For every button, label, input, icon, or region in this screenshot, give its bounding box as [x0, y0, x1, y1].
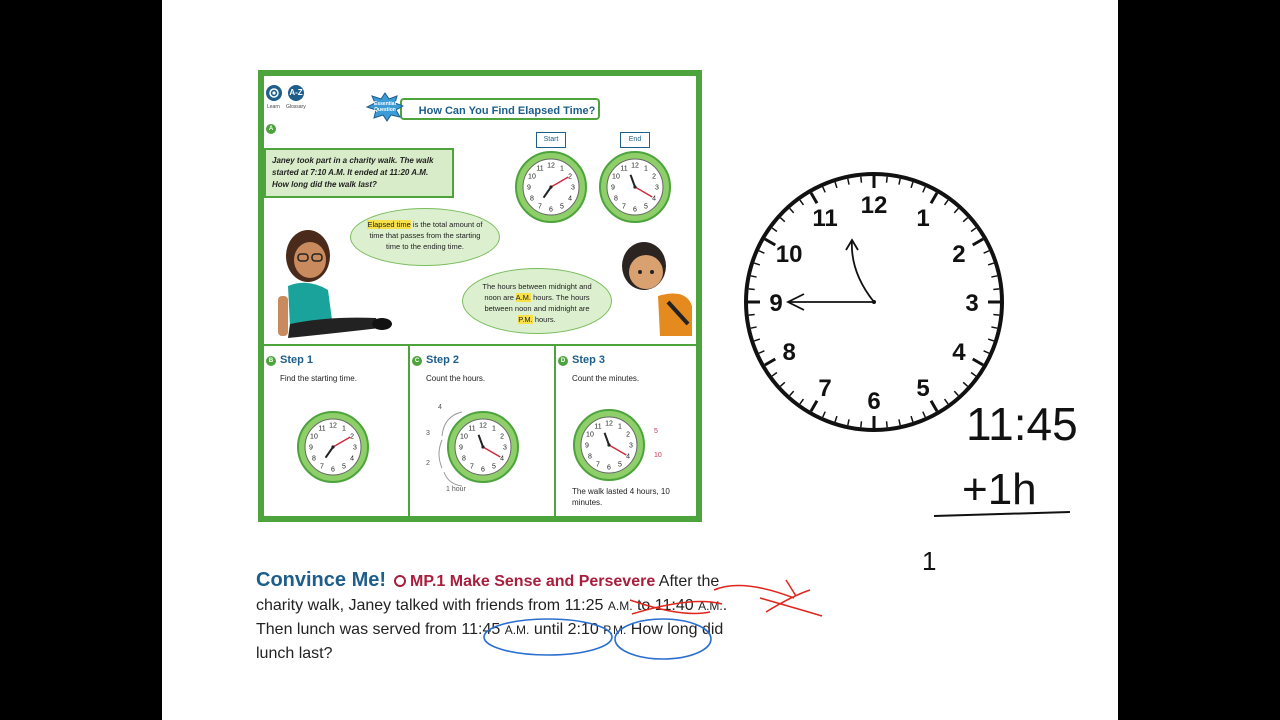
- clock-number: 1: [492, 425, 496, 433]
- step-2-panel: [410, 344, 554, 516]
- clock-tick: [861, 177, 862, 183]
- clock-tick: [749, 315, 755, 316]
- clock-number: 9: [527, 184, 531, 192]
- pm-highlight: P.M.: [518, 315, 533, 324]
- clock-number: 8: [529, 195, 534, 203]
- end-label: End: [620, 132, 650, 148]
- step-1-clock: [296, 410, 370, 484]
- clock-number: 7: [470, 463, 474, 471]
- step-3-panel: [556, 344, 696, 516]
- clock-number: 1: [644, 165, 648, 173]
- math-practice-label: MP.1 Make Sense and Persevere: [410, 573, 656, 590]
- question-line-3a: Then lunch was served from 11:45: [256, 621, 505, 638]
- clock-number: 2: [568, 173, 573, 181]
- clock-number: 3: [629, 442, 633, 450]
- question-line-2a: charity walk, Janey talked with friends from 11:25: [256, 597, 608, 614]
- step-3-title: Step 3: [572, 354, 606, 366]
- clock-number: 6: [549, 206, 553, 214]
- clock-number: 2: [350, 433, 355, 441]
- clock-number: 3: [353, 444, 357, 452]
- clock-number: 9: [309, 444, 313, 452]
- step-3-result: The walk lasted 4 hours, 10 minutes.: [572, 487, 670, 507]
- start-clock: [514, 150, 588, 224]
- elapsed-time-term: Elapsed time: [367, 220, 411, 229]
- step-1-panel: [264, 344, 408, 516]
- glossary-caption: Glossary: [286, 104, 306, 110]
- question-line-3c: How long did: [626, 621, 724, 638]
- elapsed-time-definition: is the total amount of time that passes from the starting time to the ending time.: [369, 220, 483, 251]
- end-clock: [598, 150, 672, 224]
- handwritten-result: 1: [922, 546, 937, 576]
- clock-number: 1: [560, 165, 564, 173]
- clock-number: 10: [460, 433, 468, 441]
- step-3-clock: [572, 408, 646, 482]
- clock-number: 10: [775, 241, 803, 268]
- clock-number: 2: [652, 173, 657, 181]
- clock-tick: [887, 177, 888, 183]
- clock-number: 9: [611, 184, 615, 192]
- essential-question-badge: [366, 92, 404, 122]
- clock-number: 11: [620, 165, 628, 173]
- step-1-title: Step 1: [280, 354, 314, 366]
- elapsed-time-definition-bubble: [350, 208, 500, 266]
- clock-number: 9: [585, 442, 589, 450]
- clock-number: 11: [536, 165, 544, 173]
- clock-number: 6: [331, 466, 335, 474]
- clock-number: 6: [607, 464, 611, 472]
- clock-number: 8: [587, 453, 592, 461]
- section-letter-c: C: [412, 356, 422, 366]
- clock-number: 9: [769, 290, 783, 317]
- hour-count-3: 3: [426, 430, 430, 437]
- clock-number: 6: [867, 388, 881, 415]
- clock-number: 5: [618, 461, 622, 469]
- am-label-3: A.M.: [504, 623, 530, 637]
- clock-tick: [887, 421, 888, 427]
- question-line-2c: .: [722, 597, 728, 614]
- clock-number: 5: [644, 203, 648, 211]
- clock-number: 5: [342, 463, 346, 471]
- clock-number: 8: [782, 339, 796, 366]
- clock-number: 6: [481, 466, 485, 474]
- boy-character-illustration: [608, 236, 696, 336]
- clock-number: 8: [613, 195, 618, 203]
- clock-number: 4: [652, 195, 657, 203]
- convince-me-question: [256, 568, 856, 666]
- clock-number: 1: [342, 425, 346, 433]
- clock-number: 4: [952, 339, 966, 366]
- clock-number: 2: [500, 433, 505, 441]
- clock-number: 7: [622, 203, 626, 211]
- pm-label-1: P.M.: [603, 623, 627, 637]
- lesson-title: How Can You Find Elapsed Time?: [400, 98, 600, 120]
- section-letter-a: A: [266, 124, 276, 134]
- question-line-3b: until 2:10: [529, 621, 604, 638]
- handwritten-add: +1h: [962, 465, 1037, 514]
- start-label: Start: [536, 132, 566, 148]
- question-line-1: After the: [655, 573, 720, 590]
- clock-number: 12: [631, 162, 639, 170]
- clock-tick: [749, 289, 755, 290]
- clock-number: 3: [965, 290, 979, 317]
- clock-number: 12: [860, 192, 888, 219]
- lesson-panel: [258, 70, 702, 522]
- step-2-title: Step 2: [426, 354, 460, 366]
- clock-number: 3: [503, 444, 507, 452]
- clock-number: 10: [528, 173, 536, 181]
- hour-count-2: 2: [426, 460, 430, 467]
- clock-number: 11: [812, 205, 838, 233]
- problem-text: Janey took part in a charity walk. The walk started at 7:10 A.M. It ended at 11:20 A.M. How long did the walk last?: [264, 148, 454, 198]
- lesson-panel-inner: [264, 76, 696, 516]
- clock-number: 5: [492, 463, 496, 471]
- clock-number: 11: [468, 425, 476, 433]
- clock-number: 7: [818, 374, 832, 402]
- minute-count-10: 10: [654, 452, 662, 459]
- clock-number: 4: [568, 195, 573, 203]
- am-pm-text-1: The hours between midnight and noon are: [482, 282, 592, 302]
- math-practice-icon: [394, 575, 406, 587]
- glossary-icon: A-Z: [289, 88, 303, 97]
- clock-tick: [993, 289, 999, 290]
- eye-icon: [266, 85, 282, 101]
- glossary-button[interactable]: [288, 85, 304, 101]
- am-highlight: A.M.: [515, 293, 532, 302]
- section-letter-d: D: [558, 356, 568, 366]
- clock-number: 4: [626, 453, 631, 461]
- clock-number: 7: [538, 203, 542, 211]
- step-2-clock: [446, 410, 520, 484]
- hour-count-4: 4: [438, 404, 442, 411]
- whiteboard-page: [162, 0, 1118, 720]
- clock-tick: [861, 421, 862, 427]
- clock-number: 5: [560, 203, 564, 211]
- clock-number: 11: [318, 425, 326, 433]
- am-label-2: A.M.: [698, 599, 723, 613]
- learn-button[interactable]: [266, 85, 282, 101]
- section-letter-b: B: [266, 356, 276, 366]
- clock-number: 3: [571, 184, 575, 192]
- clock-number: 11: [594, 423, 602, 431]
- clock-number: 12: [479, 422, 487, 430]
- one-hour-note: 1 hour: [446, 486, 466, 493]
- minute-count-5: 5: [654, 428, 658, 435]
- question-line-2b: to 11:40: [632, 597, 699, 614]
- clock-number: 9: [459, 444, 463, 452]
- learn-caption: Learn: [267, 104, 280, 110]
- clock-number: 12: [329, 422, 337, 430]
- step-1-text: Find the starting time.: [280, 374, 357, 383]
- clock-number: 4: [350, 455, 355, 463]
- clock-number: 10: [586, 431, 594, 439]
- handwritten-calculation: [922, 380, 1102, 580]
- convince-me-heading: Convince Me!: [256, 569, 387, 591]
- clock-number: 10: [612, 173, 620, 181]
- am-pm-text-2: hours. The hours between noon and midnight are: [484, 293, 590, 313]
- question-line-4: lunch last?: [256, 645, 333, 662]
- clock-number: 4: [500, 455, 505, 463]
- clock-tick: [993, 315, 999, 316]
- step-3-text: Count the minutes.: [572, 374, 640, 383]
- clock-number: 7: [320, 463, 324, 471]
- badge-text-2: Question: [374, 107, 396, 113]
- clock-number: 8: [461, 455, 466, 463]
- clock-number: 3: [655, 184, 659, 192]
- clock-number: 7: [596, 461, 600, 469]
- am-pm-explanation-bubble: [462, 268, 612, 334]
- badge-text: Essential: [374, 101, 396, 107]
- clock-number: 10: [310, 433, 318, 441]
- clock-number: 5: [916, 374, 930, 402]
- clock-number: 6: [633, 206, 637, 214]
- clock-number: 2: [626, 431, 631, 439]
- handwritten-time: 11:45: [966, 398, 1078, 450]
- clock-number: 1: [618, 423, 622, 431]
- clock-number: 12: [605, 420, 613, 428]
- clock-number: 2: [952, 241, 966, 268]
- clock-number: 12: [547, 162, 555, 170]
- am-pm-text-3: hours.: [532, 315, 556, 324]
- am-label-1: A.M.: [607, 599, 633, 613]
- clock-number: 1: [916, 205, 930, 233]
- clock-number: 8: [311, 455, 316, 463]
- step-2-text: Count the hours.: [426, 374, 486, 383]
